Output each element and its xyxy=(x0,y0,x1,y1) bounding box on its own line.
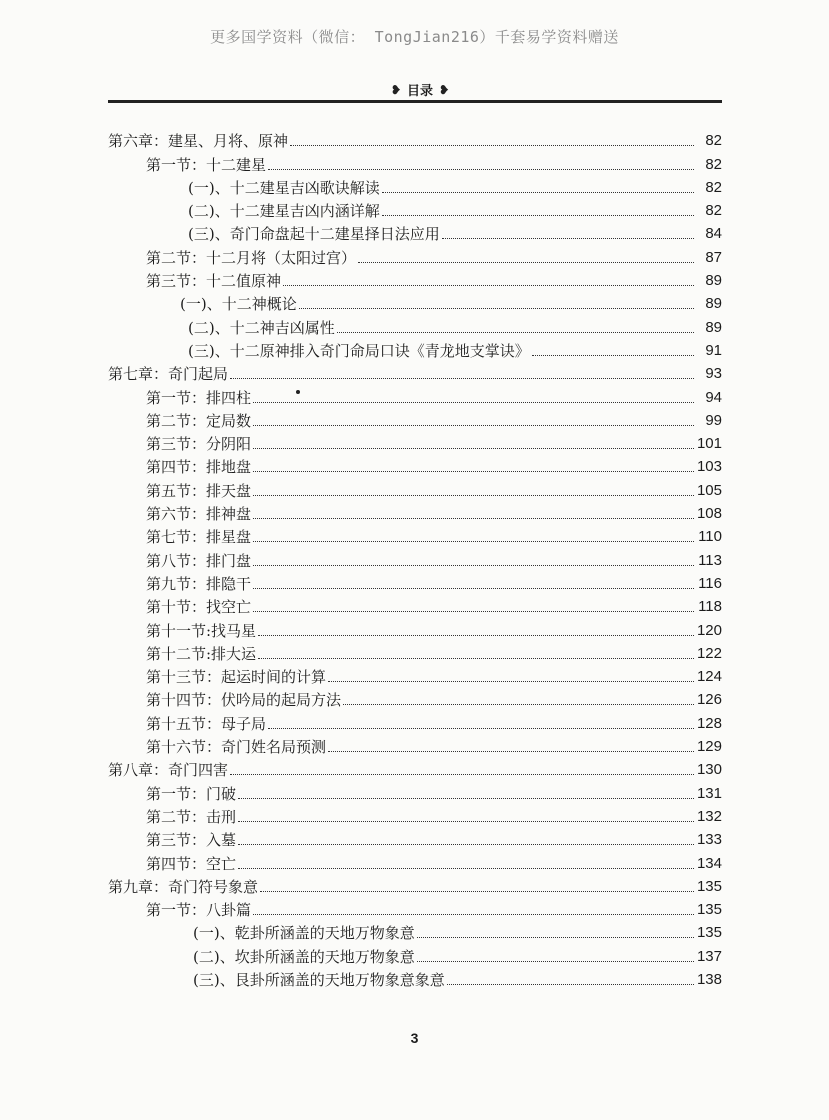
toc-page-number: 124 xyxy=(696,668,722,686)
toc-entry-title: (二)、十二神吉凶属性 xyxy=(188,318,335,337)
header-rule xyxy=(108,100,722,103)
toc-page-number: 103 xyxy=(696,458,722,476)
toc-section-row[interactable] xyxy=(108,616,722,639)
dot-leader xyxy=(299,308,694,309)
toc-page-number: 116 xyxy=(698,574,722,592)
page-number: 3 xyxy=(410,1030,419,1046)
toc-section-row[interactable] xyxy=(108,430,722,453)
dot-leader xyxy=(253,495,694,496)
toc-entry-title: 第十五节：母子局 xyxy=(146,714,267,733)
toc-entry-title: 第五节：排天盘 xyxy=(146,481,252,500)
toc-page-number: 110 xyxy=(698,528,722,546)
toc-entry-title: (一)、十二建星吉凶歌诀解读 xyxy=(188,178,380,197)
toc-section-row[interactable] xyxy=(108,570,722,593)
toc-page-number: 129 xyxy=(696,738,722,756)
toc-entry-title: 第二节：定局数 xyxy=(146,411,252,430)
toc-page-number: 118 xyxy=(698,598,722,616)
toc-page-number: 131 xyxy=(696,784,722,802)
toc-section-row[interactable] xyxy=(108,476,722,499)
toc-entry-title: 第一节：门破 xyxy=(146,784,237,803)
toc-section-row[interactable] xyxy=(108,826,722,849)
toc-page-number: 84 xyxy=(705,225,722,243)
toc-entry-title: 第六节：排神盘 xyxy=(146,505,252,524)
toc-entry-title: 第二节：击刑 xyxy=(146,807,237,826)
toc-section-row[interactable] xyxy=(108,849,722,872)
dot-leader xyxy=(253,611,694,612)
toc-subsection-row[interactable] xyxy=(108,220,722,243)
toc-section-row[interactable] xyxy=(108,779,722,802)
toc-subsection-row[interactable] xyxy=(108,290,722,313)
toc-page-number: 89 xyxy=(705,318,722,336)
toc-section-row[interactable] xyxy=(108,803,722,826)
dot-leader xyxy=(253,425,694,426)
dot-leader xyxy=(253,565,694,566)
dot-leader xyxy=(417,937,694,938)
toc-subsection-row[interactable] xyxy=(108,337,722,360)
toc-entry-title: 第一节：十二建星 xyxy=(146,155,267,174)
toc-entry-title: (三)、奇门命盘起十二建星择日法应用 xyxy=(188,225,440,244)
toc-entry-title: (二)、十二建星吉凶内涵详解 xyxy=(188,202,380,221)
dot-leader xyxy=(328,681,694,682)
toc-page-number: 126 xyxy=(696,691,722,709)
toc-entry-title: 第一节：八卦篇 xyxy=(146,901,252,920)
dot-leader xyxy=(447,984,694,985)
toc-entry-title: 第四节：空亡 xyxy=(146,854,237,873)
toc-section-row[interactable] xyxy=(108,453,722,476)
toc-page-number: 82 xyxy=(705,178,722,196)
page-header xyxy=(380,80,460,99)
toc-entry-title: 第十一节:找马星 xyxy=(146,621,257,640)
toc-entry-title: 第八章：奇门四害 xyxy=(108,761,229,780)
toc-entry-title: 第十六节：奇门姓名局预测 xyxy=(146,738,327,757)
dot-leader xyxy=(253,402,694,403)
toc-page-number: 105 xyxy=(696,481,722,499)
toc-page-number: 91 xyxy=(705,341,722,359)
toc-entry-title: 第三节：十二值原神 xyxy=(146,272,282,291)
toc-entry-title: 第十三节：起运时间的计算 xyxy=(146,668,327,687)
dot-leader xyxy=(253,448,694,449)
toc-entry-title: 第十四节：伏吟局的起局方法 xyxy=(146,691,342,710)
toc-entry-title: 第三节：分阴阳 xyxy=(146,435,252,454)
dot-leader xyxy=(268,728,694,729)
toc-subsection-row[interactable] xyxy=(108,942,722,965)
dot-leader xyxy=(358,262,694,263)
toc-subsection-row[interactable] xyxy=(108,966,722,989)
toc-subsection-row[interactable] xyxy=(108,313,722,336)
toc-section-row[interactable] xyxy=(108,267,722,290)
dot-leader xyxy=(290,145,694,146)
toc-entry-title: (二)、坎卦所涵盖的天地万物象意 xyxy=(193,947,415,966)
watermark-text: 更多国学资料（微信： TongJian216）千套易学资料赠送 xyxy=(210,28,619,46)
toc-entry-title: (三)、艮卦所涵盖的天地万物象意象意 xyxy=(193,970,445,989)
dot-leader xyxy=(382,215,694,216)
toc-entry-title: 第九章：奇门符号象意 xyxy=(108,877,259,896)
toc-page-number: 132 xyxy=(696,807,722,825)
dot-leader xyxy=(268,169,694,170)
dot-leader xyxy=(337,332,694,333)
toc-entry-title: 第三节：入墓 xyxy=(146,831,237,850)
toc-page-number: 113 xyxy=(698,551,722,569)
toc-subsection-row[interactable] xyxy=(108,197,722,220)
toc-section-row[interactable] xyxy=(108,709,722,732)
dot-leader xyxy=(238,868,694,869)
toc-page-number: 82 xyxy=(705,202,722,220)
toc-page-number: 94 xyxy=(705,388,722,406)
toc-page-number: 135 xyxy=(696,877,722,895)
page-title: 目录 xyxy=(406,84,433,99)
toc-entry-title: 第六章：建星、月将、原神 xyxy=(108,132,289,151)
dot-leader xyxy=(230,774,694,775)
toc-section-row[interactable] xyxy=(108,896,722,919)
toc-chapter-row[interactable] xyxy=(108,127,722,150)
toc-page-number: 99 xyxy=(705,411,722,429)
toc-section-row[interactable] xyxy=(108,733,722,756)
toc-entry-title: 第十节：找空亡 xyxy=(146,598,252,617)
toc-entry-title: 第一节：排四柱 xyxy=(146,388,252,407)
toc-entry-title: 第二节：十二月将（太阳过宫） xyxy=(146,248,357,267)
toc-entry-title: 第七章：奇门起局 xyxy=(108,365,229,384)
toc-page-number: 134 xyxy=(696,854,722,872)
toc-page-number: 135 xyxy=(696,901,722,919)
toc-section-row[interactable] xyxy=(108,150,722,173)
dot-leader xyxy=(417,961,694,962)
toc-section-row[interactable] xyxy=(108,243,722,266)
toc-chapter-row[interactable] xyxy=(108,873,722,896)
toc-entry-title: (三)、十二原神排入奇门命局口诀《青龙地支掌诀》 xyxy=(188,341,530,360)
toc-page-number: 87 xyxy=(705,248,722,266)
toc-entry-title: (一)、十二神概论 xyxy=(180,295,297,314)
toc-section-row[interactable] xyxy=(108,523,722,546)
toc-section-row[interactable] xyxy=(108,663,722,686)
toc-entry-title: (一)、乾卦所涵盖的天地万物象意 xyxy=(193,924,415,943)
dot-leader xyxy=(258,658,694,659)
ornament-left-icon: ❥ xyxy=(390,82,401,97)
toc-entry-title: 第九节：排隐干 xyxy=(146,574,252,593)
dot-leader xyxy=(253,518,694,519)
dot-leader xyxy=(442,238,694,239)
dot-leader xyxy=(253,914,694,915)
dot-leader xyxy=(382,192,694,193)
toc-page-number: 135 xyxy=(696,924,722,942)
toc-page-number: 138 xyxy=(696,970,722,988)
dot-leader xyxy=(238,844,694,845)
dot-leader xyxy=(343,704,694,705)
dot-leader xyxy=(283,285,694,286)
dot-leader xyxy=(253,471,694,472)
toc-section-row[interactable] xyxy=(108,640,722,663)
toc-subsection-row[interactable] xyxy=(108,919,722,942)
toc-page-number: 130 xyxy=(696,761,722,779)
toc-section-row[interactable] xyxy=(108,500,722,523)
toc-page-number: 89 xyxy=(705,295,722,313)
dot-leader xyxy=(253,541,694,542)
dot-leader xyxy=(238,821,694,822)
toc-page-number: 122 xyxy=(696,644,722,662)
toc-section-row[interactable] xyxy=(108,546,722,569)
toc-page-number: 89 xyxy=(705,272,722,290)
dot-leader xyxy=(258,635,694,636)
toc-page-number: 128 xyxy=(696,714,722,732)
dot-leader xyxy=(260,891,694,892)
dot-leader xyxy=(238,798,694,799)
toc-section-row[interactable] xyxy=(108,407,722,430)
toc-entry-title: 第十二节:排大运 xyxy=(146,644,257,663)
toc-page-number: 108 xyxy=(696,505,722,523)
scan-speck xyxy=(296,390,300,394)
dot-leader xyxy=(253,588,694,589)
toc-entry-title: 第四节：排地盘 xyxy=(146,458,252,477)
toc-page-number: 133 xyxy=(696,831,722,849)
toc-page-number: 120 xyxy=(696,621,722,639)
toc-chapter-row[interactable] xyxy=(108,360,722,383)
toc-entry-title: 第八节：排门盘 xyxy=(146,551,252,570)
toc-section-row[interactable] xyxy=(108,686,722,709)
table-of-contents xyxy=(108,127,722,989)
toc-subsection-row[interactable] xyxy=(108,174,722,197)
toc-page-number: 82 xyxy=(705,155,722,173)
toc-page-number: 93 xyxy=(705,365,722,383)
toc-entry-title: 第七节：排星盘 xyxy=(146,528,252,547)
toc-page-number: 137 xyxy=(696,947,722,965)
toc-chapter-row[interactable] xyxy=(108,756,722,779)
toc-page-number: 101 xyxy=(696,435,722,453)
dot-leader xyxy=(328,751,694,752)
toc-page-number: 82 xyxy=(705,132,722,150)
dot-leader xyxy=(230,378,694,379)
toc-section-row[interactable] xyxy=(108,593,722,616)
ornament-right-icon: ❥ xyxy=(439,82,450,97)
dot-leader xyxy=(532,355,694,356)
toc-section-row[interactable] xyxy=(108,383,722,406)
